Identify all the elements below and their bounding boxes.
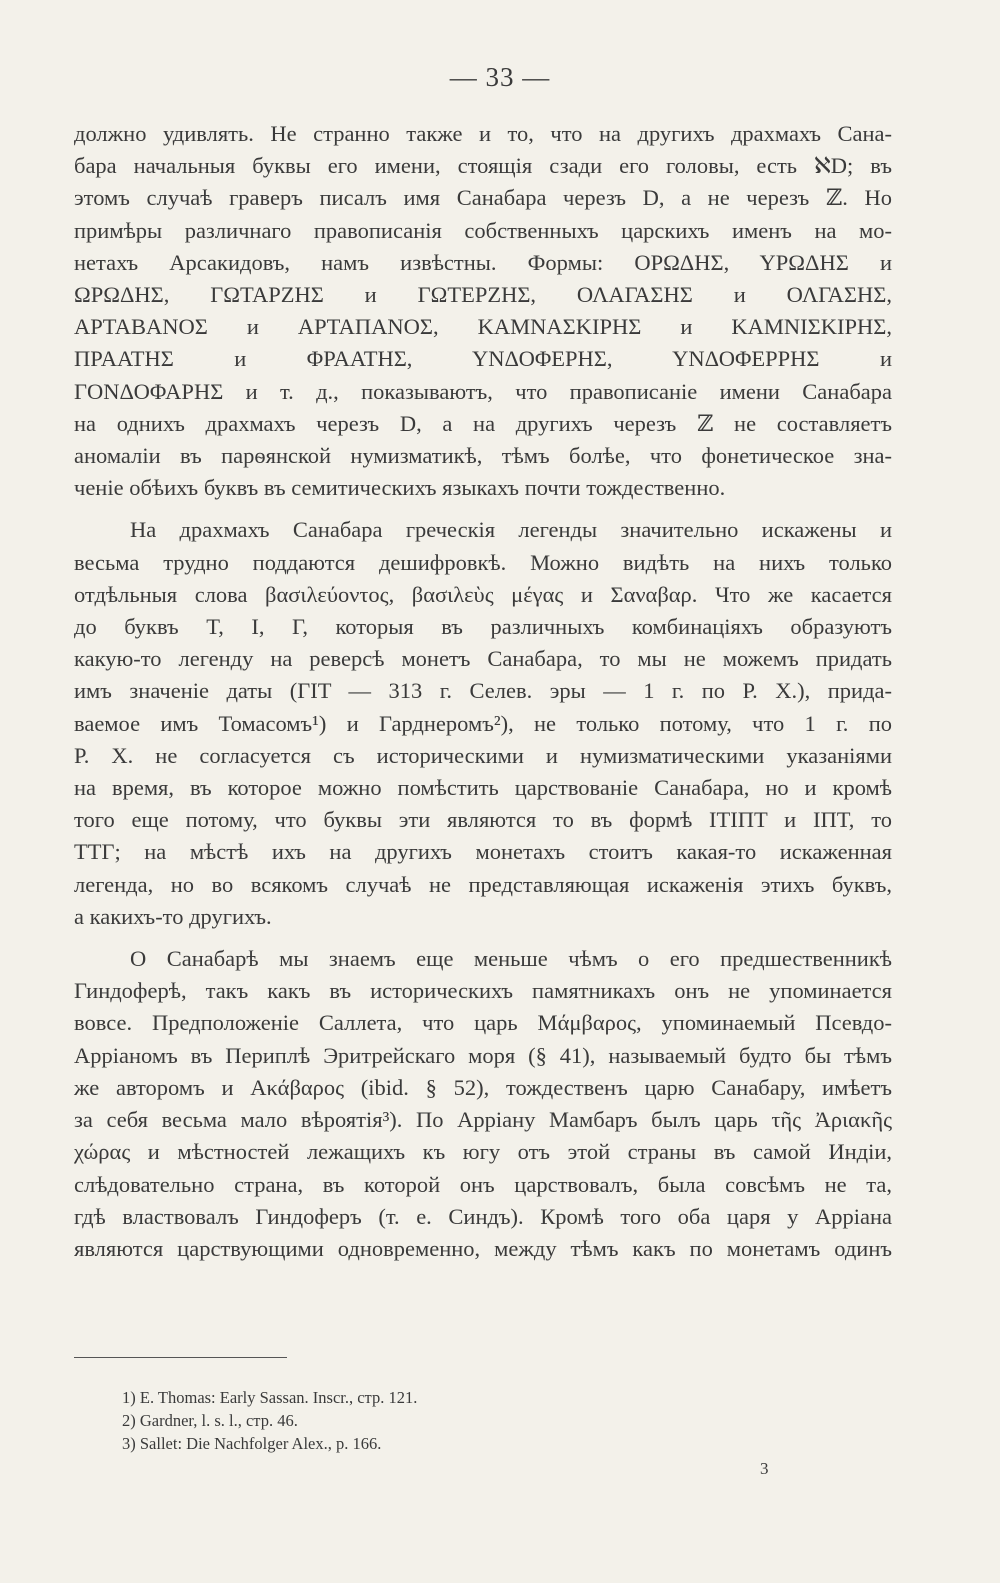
footnotes — [122, 1386, 822, 1455]
footnote: 3) Sallet: Die Nachfolger Alex., p. 166. — [122, 1434, 382, 1453]
signature-mark: 3 — [760, 1459, 769, 1478]
paragraph — [74, 118, 892, 504]
text-line: Р. Х. не согласуется съ историческими и нумизматическими указаніями — [74, 742, 892, 768]
text-line: должно удивлять. Не странно также и то, что на другихъ драхмахъ Сана- — [74, 121, 892, 146]
body-text — [74, 118, 892, 1265]
text-line: ΩΡΩΔΗΣ, ΓΩΤΑΡΖΗΣ и ΓΩΤΕΡΖΗΣ, ΟΛΑΓΑΣΗΣ и ΟΛΓΑΣΗΣ, — [74, 282, 892, 308]
text-line: этомъ случаѣ граверъ писалъ имя Санабара черезъ D, а не черезъ ℤ. Но — [74, 185, 892, 211]
text-line: гдѣ властвовалъ Гиндоферъ (т. е. Синдъ). Кромѣ того оба царя у Арріана — [74, 1203, 892, 1229]
page-number: — 33 — — [449, 62, 551, 92]
text-line: весьма трудно поддаются дешифровкѣ. Можно видѣть на нихъ только — [74, 549, 892, 575]
text-line: а какихъ-то другихъ. — [74, 903, 272, 929]
text-line: χώρας и мѣстностей лежащихъ къ югу отъ этой страны въ самой Индіи, — [74, 1139, 892, 1165]
text-line: за себя весьма мало вѣроятія³). По Арріану Мамбаръ былъ царь τῆς Ἀριακῆς — [74, 1107, 892, 1133]
text-line: ΠΡΑΑΤΗΣ и ΦΡΑΑΤΗΣ, ΥΝΔΟΦΕΡΗΣ, ΥΝΔΟΦΕΡΡΗΣ и — [74, 346, 892, 372]
text-line: на однихъ драхмахъ черезъ D, а на другихъ черезъ ℤ не составляетъ — [74, 410, 892, 436]
text-line: до буквъ Τ, Ι, Γ, которыя въ различныхъ комбинаціяхъ образуютъ — [74, 614, 892, 640]
text-line: отдѣльныя слова βασιλεύοντος, βασιλεὺς μέγας и Σαναβαρ. Что же касается — [74, 581, 892, 607]
text-line: На драхмахъ Санабара греческія легенды значительно искажены и — [130, 517, 892, 543]
text-line: ΑΡΤΑΒΑΝΟΣ и ΑΡΤΑΠΑΝΟΣ, ΚΑΜΝΑΣΚΙΡΗΣ и ΚΑΜΝΙΣΚΙΡΗΣ, — [74, 314, 892, 340]
text-line: ваемое имъ Томасомъ¹) и Гарднеромъ²), не только потому, что 1 г. по — [74, 710, 892, 736]
footnote: 1) E. Thomas: Early Sassan. Inscr., стр. 121. — [122, 1388, 418, 1407]
paragraph — [74, 943, 892, 1265]
text-line: слѣдовательно страна, въ которой онъ царствовалъ, была совсѣмъ не та, — [74, 1171, 892, 1197]
text-line: О Санабарѣ мы знаемъ еще меньше чѣмъ о его предшественникѣ — [130, 946, 892, 972]
text-line: примѣры различнаго правописанія собственныхъ царскихъ именъ на мо- — [74, 217, 892, 243]
text-line: ченіе обѣихъ буквъ въ семитическихъ языкахъ почти тождественно. — [74, 475, 726, 501]
text-line: на время, въ которое можно помѣстить царствованіе Санабара, но и кромѣ — [74, 775, 892, 801]
text-line: являются царствующими одновременно, между тѣмъ какъ по монетамъ одинъ — [74, 1235, 892, 1261]
text-line: имъ значеніе даты (ΓΙΤ — 313 г. Селев. эры — 1 г. по Р. Х.), прида- — [74, 678, 892, 704]
paragraph — [74, 514, 892, 933]
text-line: какую-то легенду на реверсѣ монетъ Санабара, то мы не можемъ придать — [74, 646, 892, 672]
text-line: аномаліи въ парѳянской нумизматикѣ, тѣмъ болѣе, что фонетическое зна- — [74, 443, 892, 469]
text-line: вовсе. Предположеніе Саллета, что царь Μάμβαρος, упоминаемый Псевдо- — [74, 1010, 892, 1036]
text-line: же авторомъ и Ακάβαρος (ibid. § 52), тождественъ царю Санабару, имѣетъ — [74, 1074, 892, 1100]
footnote-divider — [74, 1357, 287, 1358]
footnote: 2) Gardner, l. s. l., стр. 46. — [122, 1411, 298, 1430]
text-line: ΓΟΝΔΟΦΑΡΗΣ и т. д., показываютъ, что правописаніе имени Санабара — [74, 378, 892, 404]
text-line: Арріаномъ въ Периплѣ Эритрейскаго моря (§ 41), называемый будто бы тѣмъ — [74, 1042, 892, 1068]
text-line: легенда, но во всякомъ случаѣ не представляющая искаженія этихъ буквъ, — [74, 871, 892, 897]
text-line: того еще потому, что буквы эти являются то въ формѣ ΙΤΙΠΤ и ΙΠΤ, то — [74, 807, 892, 833]
text-line: бара начальныя буквы его имени, стоящія сзади его головы, есть ℵD; въ — [74, 153, 892, 179]
text-line: ΤΤΓ; на мѣстѣ ихъ на другихъ монетахъ стоитъ какая-то искаженная — [74, 839, 892, 865]
text-line: нетахъ Арсакидовъ, намъ извѣстны. Формы: ΟΡΩΔΗΣ, ΥΡΩΔΗΣ и — [74, 249, 892, 275]
text-line: Гиндоферѣ, такъ какъ въ историческихъ памятникахъ онъ не упоминается — [74, 978, 892, 1004]
